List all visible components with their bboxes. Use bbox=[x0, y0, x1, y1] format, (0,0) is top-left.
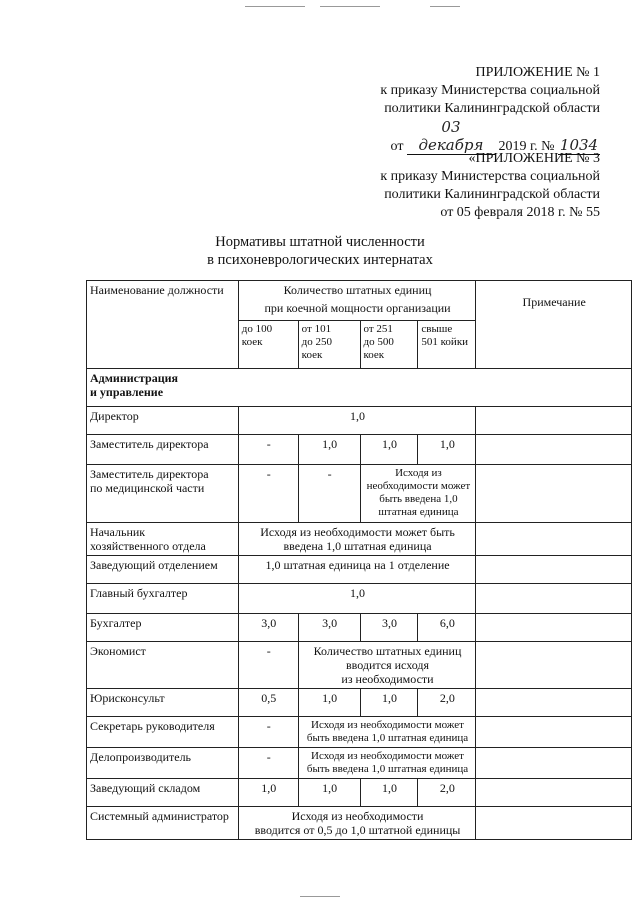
table-row bbox=[87, 369, 632, 407]
table-row: Секретарь руководителя - Исходя из необходимости может быть введена 1,0 штатная единица bbox=[87, 717, 632, 748]
header-count: Количество штатных единиц при коечной мощности организации bbox=[238, 281, 476, 321]
table-row: Делопроизводитель - Исходя из необходимости может быть введена 1,0 штатная единица bbox=[87, 748, 632, 779]
table-row: Заведующий складом 1,0 1,0 1,0 2,0 bbox=[87, 779, 632, 807]
appendix-3-line: от 05 февраля 2018 г. № 55 bbox=[440, 205, 600, 220]
document-title: Нормативы штатной численности в психоневрологических интернатах bbox=[207, 234, 433, 268]
handwritten-number: 1034 bbox=[559, 136, 599, 154]
table-row: Экономист - Количество штатных единиц вводится исходя из необходимости bbox=[87, 642, 632, 689]
handwritten-date: 03 декабря bbox=[407, 118, 495, 155]
table-row: Главный бухгалтер 1,0 bbox=[87, 584, 632, 614]
scan-mark bbox=[245, 6, 305, 7]
table-row: Заместитель директора - 1,0 1,0 1,0 bbox=[87, 435, 632, 465]
appendix-1-line: политики Калининградской области bbox=[384, 101, 600, 116]
table-row: Юрисконсульт 0,5 1,0 1,0 2,0 bbox=[87, 689, 632, 717]
appendix-3-title: «ПРИЛОЖЕНИЕ № 3 bbox=[468, 151, 600, 166]
scan-mark bbox=[320, 6, 380, 7]
table-row: Директор 1,0 bbox=[87, 407, 632, 435]
table-row: Системный администратор Исходя из необходимости вводится от 0,5 до 1,0 штатной единицы bbox=[87, 807, 632, 840]
scan-mark bbox=[300, 896, 340, 897]
appendix-1-header bbox=[380, 64, 600, 156]
section-heading: Администрация и управление bbox=[87, 369, 632, 407]
col-header: от 251 до 500 коек bbox=[360, 321, 418, 369]
appendix-1-line: к приказу Министерства социальной bbox=[380, 83, 600, 98]
appendix-3-header bbox=[380, 150, 600, 222]
table-row: Бухгалтер 3,0 3,0 3,0 6,0 bbox=[87, 614, 632, 642]
table-header-row bbox=[87, 281, 632, 321]
col-header: от 101 до 250 коек bbox=[298, 321, 360, 369]
table-row: Заведующий отделением 1,0 штатная единица на 1 отделение bbox=[87, 556, 632, 584]
appendix-1-title: ПРИЛОЖЕНИЕ № 1 bbox=[475, 65, 600, 80]
table-row: Заместитель директора по медицинской части - - Исходя из необходимости может быть введена 1,0 штатная единица bbox=[87, 465, 632, 523]
appendix-3-line: политики Калининградской области bbox=[384, 187, 600, 202]
scan-mark bbox=[430, 6, 460, 7]
col-header: до 100 коек bbox=[238, 321, 298, 369]
table-row: Начальник хозяйственного отдела Исходя из необходимости может быть введена 1,0 штатная единица bbox=[87, 523, 632, 556]
appendix-1-date-line: от 03 декабря 2019 г. № 1034 bbox=[390, 118, 599, 154]
header-note: Примечание bbox=[476, 281, 632, 369]
appendix-3-line: к приказу Министерства социальной bbox=[380, 169, 600, 184]
col-header: свыше 501 койки bbox=[418, 321, 476, 369]
staffing-table bbox=[86, 280, 632, 840]
header-position: Наименование должности bbox=[87, 281, 239, 369]
